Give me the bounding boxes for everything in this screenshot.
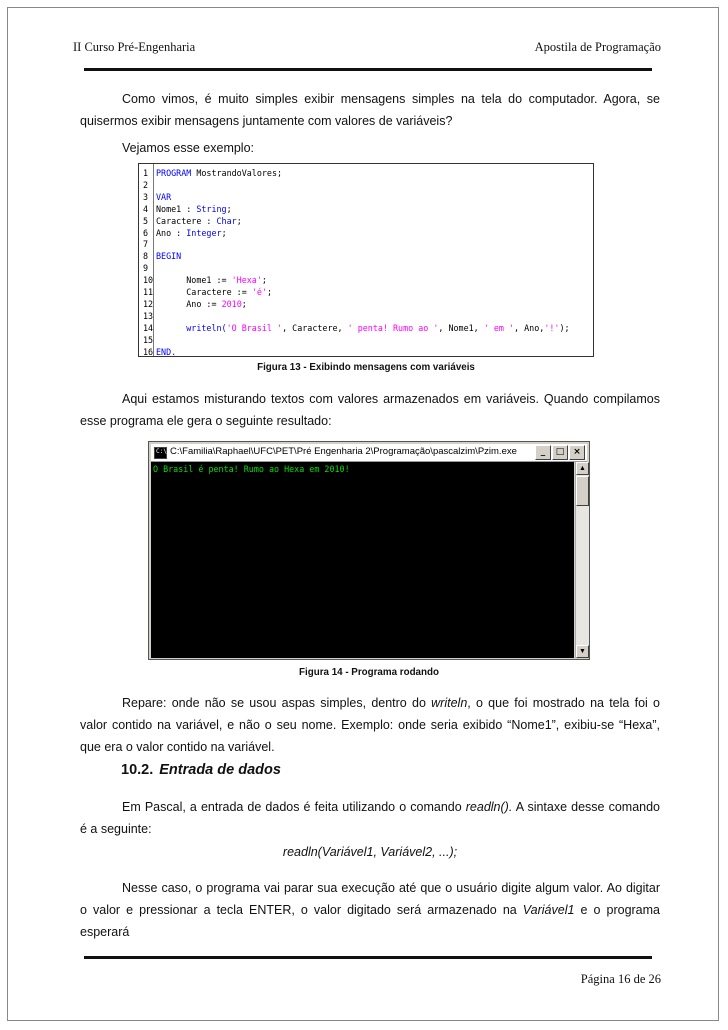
- code-token: ;: [241, 298, 247, 309]
- code-token: ;: [266, 287, 272, 297]
- console-titlebar: [151, 444, 587, 462]
- code-line-number: 1: [143, 168, 149, 178]
- code-line-text: [156, 286, 272, 298]
- code-line-number: 3: [143, 191, 149, 202]
- code-token: ;: [261, 275, 267, 286]
- console-window-title: C:\Familia\Raphael\UFC\PET\Pré Engenharia 2\Programação\pascalzim\Pzim.exe: [170, 446, 517, 457]
- paragraph-notice-emphasis: writeln: [431, 696, 468, 710]
- code-string: ' penta! Rumo ao ': [347, 322, 439, 333]
- scroll-down-arrow-icon[interactable]: ▼: [576, 645, 589, 658]
- console-window: [148, 441, 590, 660]
- minimize-button[interactable]: _: [535, 445, 551, 460]
- code-string: 'O Brasil ': [226, 322, 283, 333]
- code-line-text: [156, 346, 176, 358]
- code-token: MostrandoValores;: [196, 168, 283, 178]
- code-line-number: 15: [143, 334, 154, 345]
- code-line-number: 10: [143, 275, 154, 286]
- code-string: '!': [544, 322, 560, 333]
- code-string: 'Hexa': [231, 275, 262, 286]
- paragraph-data-input: [80, 796, 660, 840]
- section-number: 10.2.: [121, 762, 154, 778]
- code-keyword: END.: [156, 346, 177, 357]
- header-course-title: II Curso Pré-Engenharia: [73, 40, 196, 54]
- code-token: Nome1 :=: [156, 275, 232, 286]
- code-line-number: 13: [143, 310, 154, 321]
- figure-13-caption: Figura 13 - Exibindo mensagens com variáveis: [257, 362, 475, 373]
- code-listing: [138, 163, 594, 357]
- paragraph-notice-text-2: , o que foi mostrado na tela foi o valor contido na variável, e não o seu nome. Exemplo: onde seria exibido “Nome1”, exibiu-se “Hexa”, que era o valor contido na variável.: [80, 696, 660, 754]
- code-line-number: 14: [143, 322, 154, 333]
- code-line-text: [156, 250, 181, 262]
- code-token: ;: [226, 203, 232, 214]
- console-app-icon: C:\: [154, 447, 167, 459]
- header-document-title: Apostila de Programação: [534, 40, 661, 54]
- paragraph-data-input-emphasis: readln().: [465, 800, 513, 814]
- code-keyword: BEGIN: [156, 251, 182, 262]
- readln-syntax: readln(Variável1, Variável2, ...);: [282, 845, 458, 859]
- code-token: Ano :: [156, 227, 187, 238]
- code-keyword: writeln(: [156, 322, 227, 333]
- code-line-number: 4: [143, 203, 149, 214]
- console-output: O Brasil é penta! Rumo ao Hexa em 2010!: [153, 464, 350, 474]
- code-token: );: [559, 322, 570, 333]
- code-line-text: [156, 191, 171, 203]
- paragraph-execution-text-2: e o programa esperará: [80, 903, 660, 939]
- code-token: Ano :=: [156, 298, 222, 309]
- figure-14-caption: Figura 14 - Programa rodando: [299, 667, 439, 678]
- paragraph-data-input-text-2: A sintaxe desse comando é a seguinte:: [80, 800, 660, 836]
- paragraph-notice: [80, 692, 660, 758]
- code-keyword: Integer: [186, 227, 222, 238]
- code-line-text: [156, 215, 242, 227]
- scroll-thumb[interactable]: [576, 476, 589, 506]
- paragraph-intro: Como vimos, é muito simples exibir mensagens simples na tela do computador. Agora, se quisermos exibir mensagens juntamente com valores de variáveis?: [80, 92, 660, 128]
- code-token: , Ano,: [514, 322, 545, 333]
- code-keyword: String: [196, 203, 227, 214]
- code-string: ' em ': [483, 322, 515, 333]
- code-line-number: 11: [143, 287, 154, 297]
- code-line-text: [156, 203, 232, 215]
- code-token: Caractere :=: [156, 287, 252, 297]
- code-line-number: 9: [143, 263, 149, 274]
- page-number: Página 16 de 26: [580, 972, 661, 986]
- section-title: Entrada de dados: [159, 762, 281, 778]
- code-line-text: [156, 227, 227, 239]
- paragraph-execution-emphasis: Variável1: [522, 903, 575, 917]
- console-screen[interactable]: [151, 462, 574, 658]
- code-line-number: 5: [143, 215, 149, 226]
- code-keyword: Char: [216, 215, 237, 226]
- code-line-number: 7: [143, 239, 149, 250]
- code-token: , Nome1,: [438, 322, 484, 333]
- close-button[interactable]: ×: [569, 445, 585, 460]
- code-token: , Caractere,: [282, 322, 348, 333]
- paragraph-notice-text-1: Repare: onde não se usou aspas simples, dentro do: [122, 696, 432, 710]
- code-line-number: 6: [143, 227, 149, 238]
- paragraph-execution: [80, 877, 660, 943]
- code-keyword: PROGRAM: [156, 168, 197, 178]
- footer-rule: [84, 956, 652, 959]
- maximize-button[interactable]: □: [552, 445, 568, 460]
- code-line-number: 2: [143, 179, 149, 190]
- code-line-number: 12: [143, 298, 154, 309]
- code-line-number: 16: [143, 346, 154, 357]
- code-token: Nome1 :: [156, 203, 197, 214]
- code-token: ;: [221, 227, 227, 238]
- code-string: 'é': [251, 287, 267, 297]
- scroll-up-arrow-icon[interactable]: ▲: [576, 462, 589, 475]
- code-line-text: [156, 274, 267, 286]
- code-line-text: [156, 167, 282, 179]
- console-scrollbar[interactable]: [575, 462, 589, 658]
- code-token: Caractere :: [156, 215, 217, 226]
- code-line-number: 8: [143, 251, 149, 262]
- code-string: 2010: [221, 298, 242, 309]
- header-rule: [84, 68, 652, 71]
- paragraph-execution-text-1: Nesse caso, o programa vai parar sua execução até que o usuário digite algum valor. Ao digitar o valor e pressionar a tecla ENTER, o valor digitado será armazenado na: [80, 881, 660, 917]
- code-gutter: [153, 164, 154, 356]
- section-heading: [121, 762, 281, 778]
- code-token: ;: [236, 215, 242, 226]
- code-line-text: [156, 298, 247, 310]
- paragraph-data-input-text-1: Em Pascal, a entrada de dados é feita utilizando o comando: [122, 800, 466, 814]
- code-line-text: [156, 322, 570, 334]
- paragraph-example-intro: Vejamos esse exemplo:: [122, 141, 255, 155]
- code-keyword: VAR: [156, 191, 172, 202]
- paragraph-mixing-text: Aqui estamos misturando textos com valores armazenados em variáveis. Quando compilamos esse programa ele gera o seguinte resultado:: [80, 392, 660, 428]
